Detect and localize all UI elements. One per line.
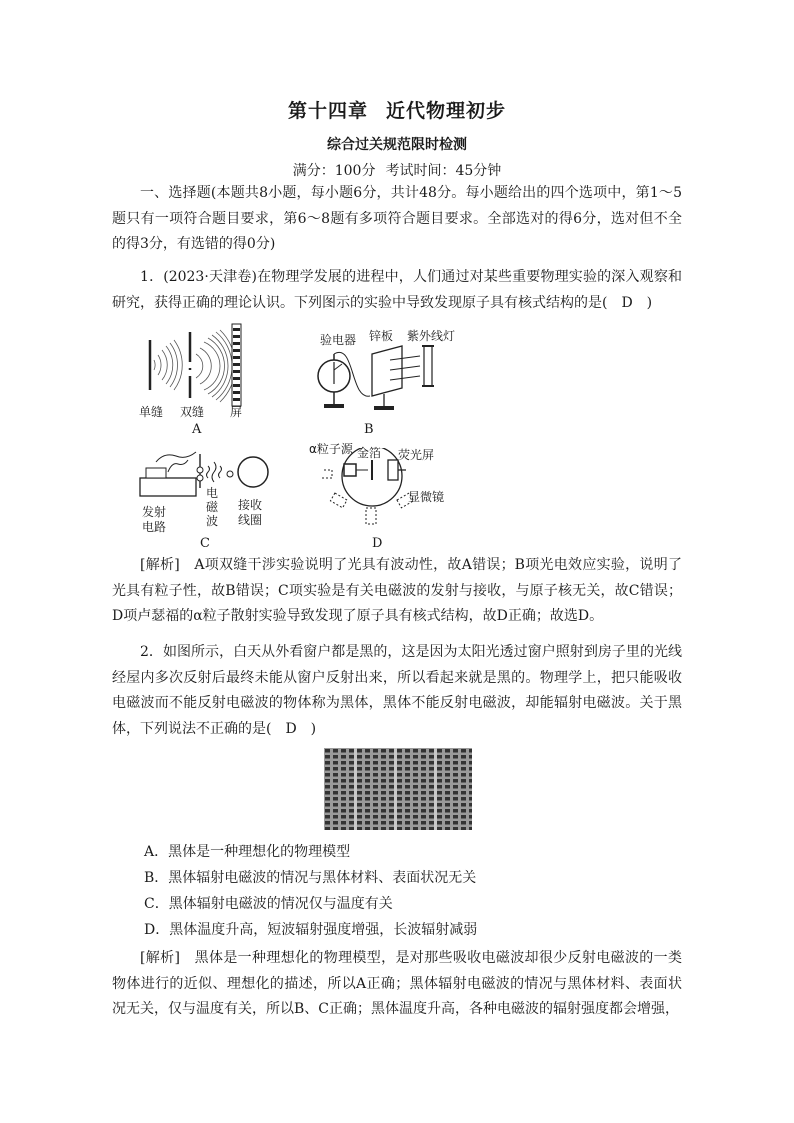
- label-zinc-plate: 锌板: [369, 329, 394, 343]
- question-2-analysis: [解析] 黑体是一种理想化的物理模型，是对那些吸收电磁波却很少反射电磁波的一类物体进行的近似、理想化的描述，所以A正确；黑体辐射电磁波的情况与黑体材料、表面状况无关，仅与温度有关，所以B、C正确；黑体温度升高，各种电磁波的辐射强度都会增强，: [112, 950, 682, 1017]
- time-label: 考试时间：45分钟: [385, 163, 502, 179]
- label-receiver: 接收线圈: [238, 498, 263, 527]
- chapter-number: 第十四章: [287, 100, 368, 122]
- score-label: 满分：100分: [292, 163, 376, 179]
- label-uv-lamp: 紫外线灯: [407, 329, 456, 343]
- caption-b: B: [364, 422, 374, 437]
- figure-b-photoelectric: [310, 340, 450, 415]
- label-em-wave: 电磁波: [206, 486, 219, 528]
- label-single-slit: 单缝: [139, 405, 164, 419]
- label-screen-a: 屏: [230, 405, 243, 419]
- building-windows-image: [324, 748, 472, 830]
- label-alpha-source: α粒子源: [309, 442, 353, 456]
- label-transmitter: 发射电路: [142, 505, 167, 534]
- figure-a-double-slit: [140, 322, 260, 414]
- test-subtitle: 综合过关规范限时检测: [327, 137, 467, 153]
- question-2-option-c: C．黑体辐射电磁波的情况仅与温度有关: [144, 896, 393, 912]
- question-2-option-b: B．黑体辐射电磁波的情况与黑体材料、表面状况无关: [144, 870, 477, 886]
- question-2-option-d: D．黑体温度升高，短波辐射强度增强，长波辐射减弱: [144, 922, 478, 938]
- section-intro: 一、选择题(本题共8小题，每小题6分，共计48分。每小题给出的四个选项中，第1～5题只有一项符合题目要求，第6～8题有多项符合题目要求。全部选对的得6分，选对但不全的得3分，有选错的得0分): [112, 185, 682, 252]
- building-photo: [324, 748, 472, 830]
- question-1-analysis: [解析] A项双缝干涉实验说明了光具有波动性，故A错误；B项光电效应实验，说明了光具有粒子性，故B错误；C项实验是有关电磁波的发射与接收，与原子核无关，故C错误；D项卢瑟福的α粒子散射实验导致发现了原子具有核式结构，故D正确；故选D。: [112, 557, 682, 624]
- caption-c: C: [200, 536, 210, 551]
- label-electroscope: 验电器: [320, 333, 357, 347]
- question-2-stem: 2．如图所示，白天从外看窗户都是黑的，这是因为太阳光透过窗户照射到房子里的光线经屋内多次反射后最终未能从窗户反射出来，所以看起来就是黑的。物理学上，把只能吸收电磁波而不能反射电磁波的物体称为黑体，黑体不能反射电磁波，却能辐射电磁波。关于黑体，下列说法不正确的是( D ): [112, 644, 682, 737]
- question-1-stem: 1．(2023·天津卷)在物理学发展的进程中，人们通过对某些重要物理实验的深入观察和研究，获得正确的理论认识。下列图示的实验中导致发现原子具有核式结构的是( D ): [112, 269, 682, 311]
- caption-a: A: [192, 422, 202, 437]
- chapter-title: [0, 96, 794, 123]
- label-microscope: 显微镜: [408, 490, 445, 504]
- caption-d: D: [372, 536, 383, 551]
- question-2-option-a: A．黑体是一种理想化的物理模型: [144, 844, 351, 860]
- exam-meta: [0, 160, 794, 180]
- label-gold-foil: 金箔: [357, 446, 382, 460]
- label-fluorescent-screen: 荧光屏: [398, 448, 435, 462]
- label-double-slit: 双缝: [180, 405, 205, 419]
- chapter-name: 近代物理初步: [386, 100, 507, 122]
